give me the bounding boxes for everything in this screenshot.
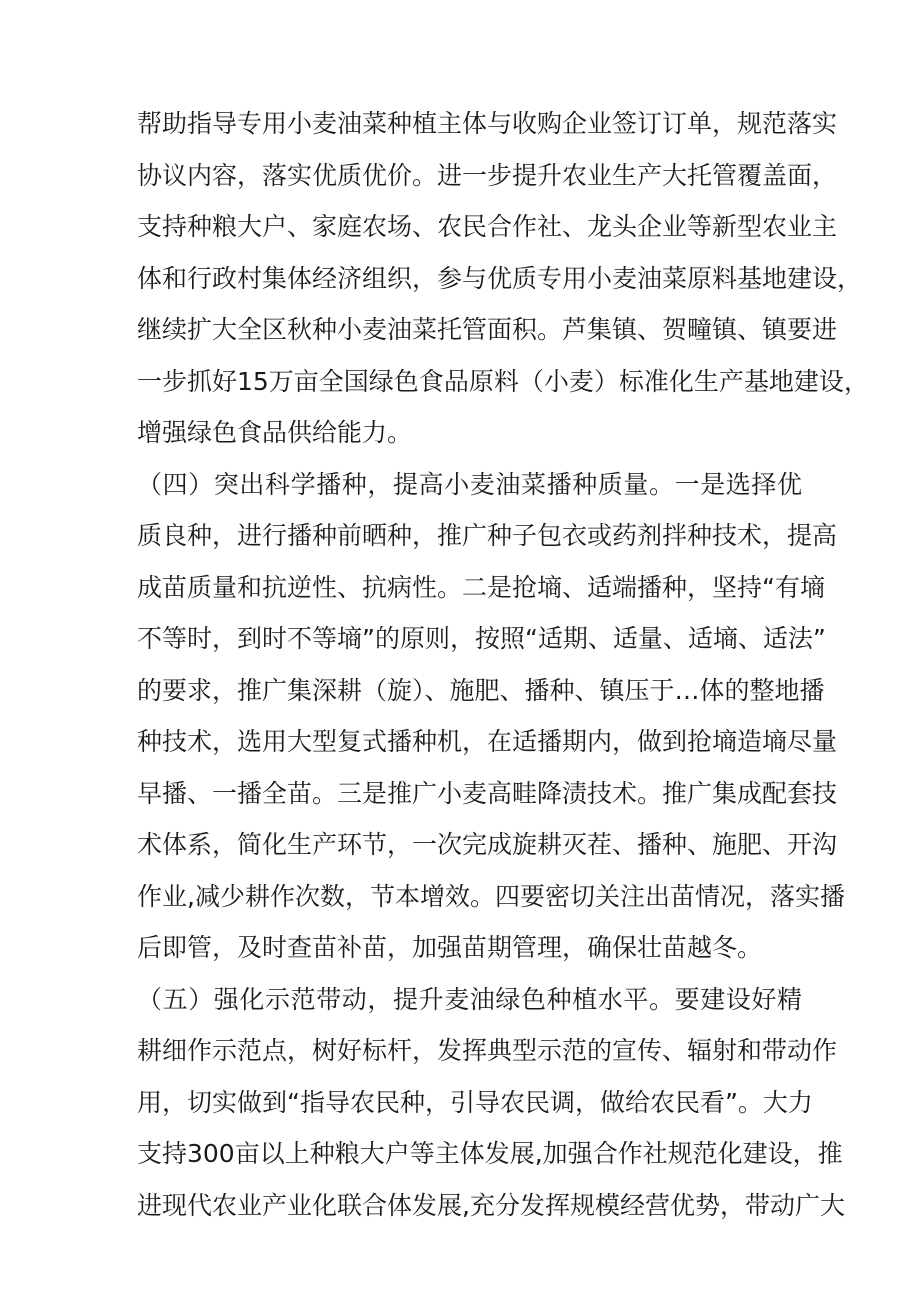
paragraph-1	[137, 98, 869, 459]
text-line: 质良种，进行播种前晒种，推广种子包衣或药剂拌种技术，提高	[137, 521, 838, 550]
text-line: 体和行政村集体经济组织，参与优质专用小麦油菜原料基地建设，	[137, 263, 863, 293]
text-line: 早播、一播全苗。三是推广小麦高畦降渍技术。推广集成配套技	[137, 778, 838, 808]
text-line: 用，切实做到“指导农民种，引导农民调，做给农民看”。大力	[137, 1087, 813, 1117]
text-line: 帮助指导专用小麦油菜种植主体与收购企业签订订单，规范落实	[137, 109, 838, 138]
text-line: 作业,减少耕作次数，节本增效。四要密切关注出苗情况，落实播	[137, 881, 845, 911]
text-line: 不等时，到时不等墒”的原则，按照“适期、适量、适墒、适法”	[137, 624, 826, 653]
text-line: 的要求，推广集深耕（旋）、施肥、播种、镇压于…体的整地播	[137, 675, 825, 705]
text-line: 一步抓好15万亩全国绿色食品原料（小麦）标准化生产基地建设，	[137, 366, 869, 396]
document-body	[137, 98, 869, 1231]
text-line: 支持300亩以上种粮大户等主体发展,加强合作社规范化建设，推	[137, 1139, 843, 1168]
text-line: 支持种粮大户、家庭农场、农民合作社、龙头企业等新型农业主	[137, 212, 838, 241]
text-line: 继续扩大全区秋种小麦油菜托管面积。芦集镇、贺疃镇、镇要进	[137, 315, 838, 344]
text-line: （五）强化示范带动，提升麦油绿色种植水平。要建设好精	[137, 984, 802, 1014]
text-line: 增强绿色食品供给能力。	[137, 418, 413, 447]
paragraph-3	[137, 974, 845, 1232]
text-line: 协议内容，落实优质优价。进一步提升农业生产大托管覆盖面，	[137, 160, 838, 190]
text-line: 后即管，及时查苗补苗，加强苗期管理，确保壮苗越冬。	[137, 933, 763, 962]
paragraph-2	[137, 459, 845, 974]
text-line: 进现代农业产业化联合体发展,充分发挥规模经营优势，带动广大	[137, 1190, 845, 1220]
text-line: 耕细作示范点，树好标杆，发挥典型示范的宣传、辐射和带动作	[137, 1036, 838, 1065]
text-line: 成苗质量和抗逆性、抗病性。二是抢墒、适端播种，坚持“有墒	[137, 572, 825, 602]
text-line: （四）突出科学播种，提高小麦油菜播种质量。一是选择优	[137, 469, 802, 499]
text-line: 种技术，选用大型复式播种机，在适播期内，做到抢墒造墒尽量	[137, 727, 838, 756]
text-line: 术体系，简化生产环节，一次完成旋耕灭茬、播种、施肥、开沟	[137, 830, 838, 859]
